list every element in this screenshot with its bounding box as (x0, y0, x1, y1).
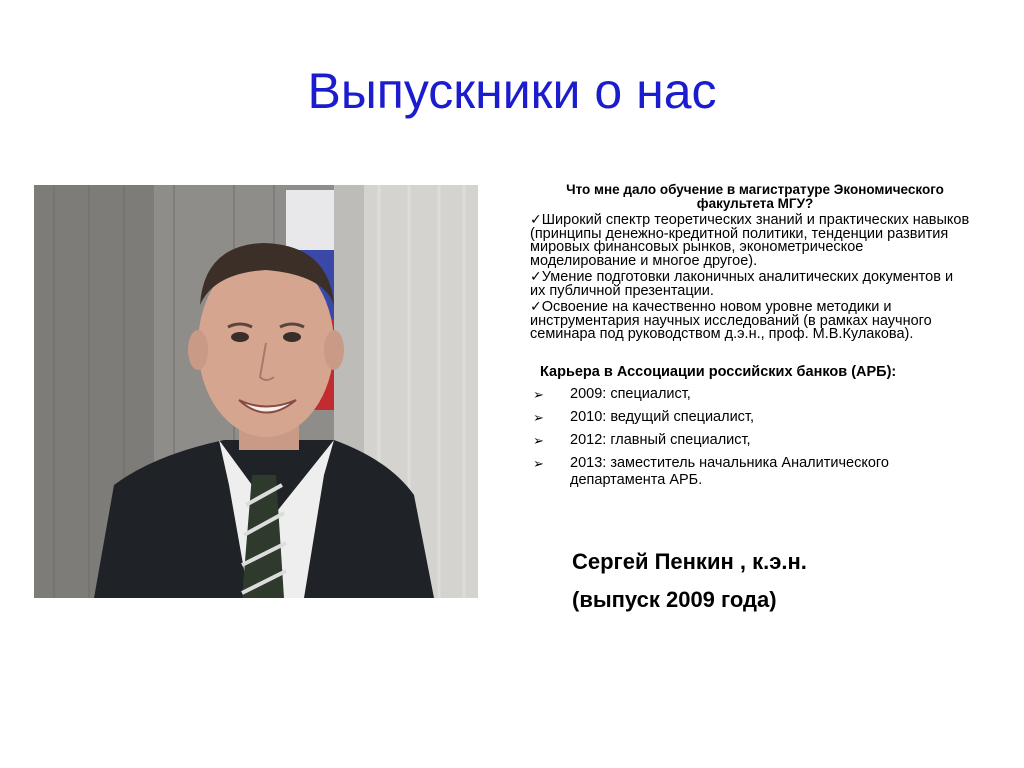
study-point: Умение подготовки лаконичных аналитических документов и их публичной презентации. (530, 269, 954, 299)
arrow-bullet-icon: ➢ (533, 455, 544, 471)
check-icon: ✓ (530, 211, 542, 227)
author-graduation: (выпуск 2009 года) (572, 587, 777, 612)
career-item: 2012: главный специалист, (570, 431, 751, 448)
list-item (530, 409, 970, 426)
testimonial-panel (530, 183, 970, 495)
study-point: Широкий спектр теоретических знаний и практических навыков (принципы денежно-кредитной политики, тенденции развития мировых финансовых рынков, эконометрическое моделирование и многое другое). (530, 212, 970, 269)
arrow-bullet-icon: ➢ (533, 432, 544, 448)
list-item (530, 432, 970, 449)
career-item: 2010: ведущий специалист, (570, 408, 754, 425)
slide-title: Выпускники о нас (307, 63, 717, 119)
author-signature (572, 543, 807, 619)
list-item (530, 270, 970, 298)
arrow-bullet-icon: ➢ (533, 409, 544, 425)
study-heading: Что мне дало обучение в магистратуре Экономического факультета МГУ? (566, 182, 944, 211)
study-point: Освоение на качественно новом уровне методики и инструментария научных исследований (в рамках научного семинара под руководством д.э.н., проф. М.В.Кулакова). (530, 299, 932, 342)
list-item (530, 300, 970, 342)
check-icon: ✓ (530, 268, 542, 284)
list-item (530, 455, 970, 489)
career-list (530, 386, 970, 489)
study-benefits-list (530, 213, 970, 342)
career-item: 2013: заместитель начальника Аналитического департамента АРБ. (570, 454, 889, 488)
list-item (530, 386, 970, 403)
check-icon: ✓ (530, 298, 542, 314)
list-item (530, 213, 970, 268)
author-name: Сергей Пенкин , к.э.н. (572, 549, 807, 574)
career-heading: Карьера в Ассоциации российских банков (АРБ): (540, 363, 897, 380)
arrow-bullet-icon: ➢ (533, 386, 544, 402)
graduate-photo (34, 185, 478, 598)
career-item: 2009: специалист, (570, 385, 691, 402)
